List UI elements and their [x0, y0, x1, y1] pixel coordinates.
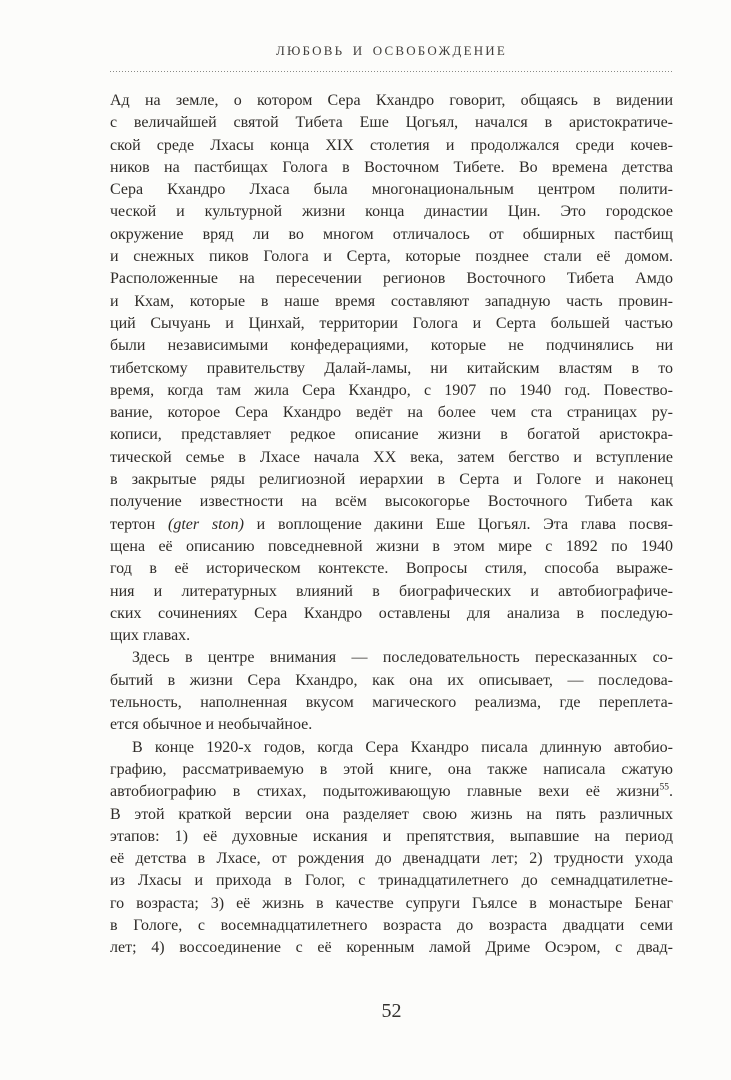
text-line: лет; 4) воссоединение с её коренным ламой Дриме Осэром, с двад-	[110, 939, 673, 957]
text-line: В конце 1920-х годов, когда Сера Кхандро писала длинную автобио-	[132, 738, 673, 756]
text-line: тельность, наполненная вкусом магического реализма, где переплета-	[110, 694, 673, 712]
text-line: и Кхам, которые в наше время составляют западную часть провин-	[110, 292, 673, 310]
page-number: 52	[381, 1000, 402, 1022]
text-line: в закрытые ряды религиозной иерархии в Серта и Гологе и наконец	[110, 471, 673, 489]
text-segment: автобиографию в стихах, подытоживающую главные вехи её жизни	[110, 783, 660, 801]
text-segment: .	[669, 783, 673, 801]
text-line: Сера Кхандро Лхаса была многонациональным центром полити-	[110, 181, 673, 199]
text-line: го возраста; 3) её жизнь в качестве супруги Гьялсе в монастыре Бенаг	[110, 894, 673, 912]
running-header: ЛЮБОВЬ И ОСВОБОЖДЕНИЕ	[275, 43, 508, 58]
text-line: ния и литературных влияний в биографических и автобиографиче-	[110, 582, 673, 600]
text-line: этапов: 1) её духовные искания и препятствия, выпавшие на период	[110, 827, 673, 845]
text-line: Ад на земле, о котором Сера Кхандро говорит, общаясь в видении	[110, 92, 673, 109]
text-line: Здесь в центре внимания — последовательность пересказанных со-	[132, 649, 673, 667]
text-line: ников на пастбищах Голога в Восточном Тибете. Во времена детства	[110, 158, 673, 176]
text-line: ческой и культурной жизни конца династии Цин. Это городское	[110, 203, 673, 221]
text-line	[110, 514, 673, 536]
text-line: в Гологе, с восемнадцатилетнего возраста до возраста двадцати семи	[110, 916, 673, 934]
text-line: щена её описанию повседневной жизни в этом мире с 1892 по 1940	[110, 537, 673, 555]
footnote-marker: 55	[659, 782, 669, 793]
page-content	[110, 44, 673, 960]
text-line: были независимыми конфедерациями, которые не подчинялись ни	[110, 337, 673, 355]
header-divider	[110, 70, 673, 72]
text-line	[110, 781, 673, 803]
text-segment: и воплощение дакини Еше Цогьял. Эта глава посвя-	[243, 515, 674, 533]
text-line: год в её историческом контексте. Вопросы стиля, способа выраже-	[110, 560, 673, 578]
text-line: ской среде Лхасы конца XIX столетия и продолжался среди кочев-	[110, 136, 673, 154]
text-line: и снежных пиков Голога и Серта, которые позднее стали её домом.	[110, 248, 673, 266]
text-line: графию, рассматриваемую в этой книге, она также написала сжатую	[110, 760, 673, 778]
text-line: ских сочинениях Сера Кхандро оставлены для анализа в последую-	[110, 604, 673, 622]
text-line: из Лхасы и прихода в Голог, с тринадцатилетнего до семнадцатилетне-	[110, 872, 673, 890]
text-line: тической семье в Лхасе начала XX века, затем бегство и вступление	[110, 448, 673, 466]
text-line: щих главах.	[110, 627, 191, 645]
text-line: получение известности на всём высокогорье Восточного Тибета как	[110, 493, 673, 511]
text-line: ций Сычуань и Цинхай, территории Голога и Серта большей частью	[110, 314, 673, 332]
body-text	[110, 90, 673, 960]
text-line: с величайшей святой Тибета Еше Цогьял, начался в аристократиче-	[110, 114, 673, 132]
text-line: В этой краткой версии она разделяет свою жизнь на пять различных	[110, 805, 673, 823]
text-line: окружение вряд ли во многом отличалось от обширных пастбищ	[110, 225, 673, 243]
text-line: Расположенные на пересечении регионов Восточного Тибета Амдо	[110, 270, 673, 288]
text-line: кописи, представляет редкое описание жизни в богатой аристокра-	[110, 426, 673, 444]
text-line: время, когда там жила Сера Кхандро, с 1907 по 1940 год. Повество-	[110, 381, 673, 399]
text-line: тибетскому правительству Далай-ламы, ни китайским властям в то	[110, 359, 673, 377]
text-line: вание, которое Сера Кхандро ведёт на более чем ста страницах ру-	[110, 404, 673, 422]
italic-term: (gter ston)	[168, 515, 244, 533]
text-segment: тертон	[110, 515, 169, 533]
text-line: её детства в Лхасе, от рождения до двенадцати лет; 2) трудности ухода	[110, 850, 673, 868]
text-line: ется обычное и необычайное.	[110, 716, 313, 734]
text-line: бытий в жизни Сера Кхандро, как она их описывает, — последова-	[110, 671, 673, 689]
